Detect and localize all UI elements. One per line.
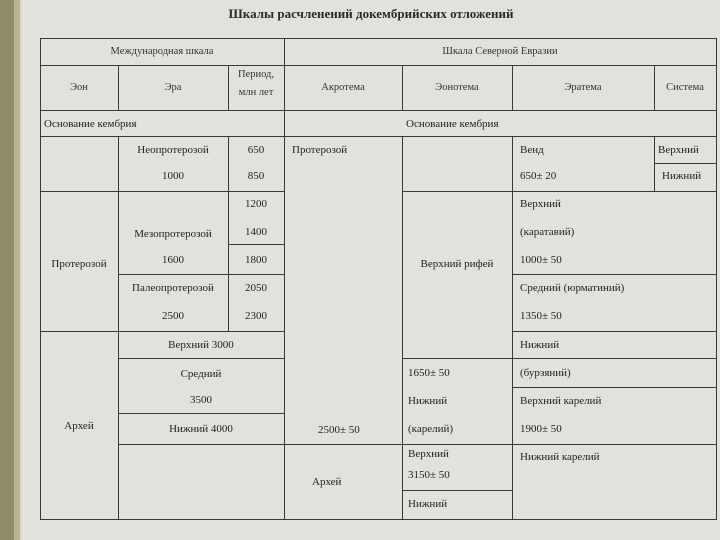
eratema-nizhnii: Нижний [520, 339, 560, 351]
eratema-650: 650± 20 [520, 170, 557, 182]
header-north-scale: Шкала Северной Евразии [442, 46, 558, 57]
intl-h-period-1800 [228, 274, 284, 275]
intl-h-nizhnii [118, 444, 284, 445]
table-border-bottom [40, 519, 717, 520]
eratema-1900: 1900± 50 [520, 423, 562, 435]
eonotema-nizhnii-2: Нижний [408, 498, 448, 510]
table-border-right [716, 38, 717, 520]
header-era: Эра [164, 82, 182, 93]
north-line-eono-era [512, 136, 513, 520]
north-line-era-sys [654, 136, 655, 192]
period-1800: 1800 [245, 254, 267, 266]
base-cambria-divider [40, 136, 716, 137]
eratema-srednii-yurmatinii: Средний (юрматиний) [520, 282, 625, 294]
intl-h-period-1400 [228, 244, 284, 245]
eratema-burzyanii: (бурзяний) [520, 367, 571, 379]
akrotema-arhei: Архей [312, 476, 342, 488]
akrotema-proterozoi: Протерозой [292, 144, 348, 156]
eonotema-verhnii: Верхний [408, 448, 449, 460]
document-sheet [22, 0, 720, 540]
header-intl-scale: Международная шкала [110, 46, 214, 57]
arhei-nizhnii-4000: Нижний 4000 [169, 423, 233, 435]
north-h-yurmatinii-bottom [512, 331, 716, 332]
era-neo-1000: 1000 [162, 170, 184, 182]
eratema-1000: 1000± 50 [520, 254, 562, 266]
period-850: 850 [247, 170, 265, 182]
eratema-verhnii: Верхний [520, 198, 561, 210]
sistema-verhnii: Верхний [658, 144, 699, 156]
eonotema-karelii: (карелий) [408, 423, 454, 435]
slide-side-bar-stripe [14, 0, 20, 540]
header-akrotema: Акротема [321, 82, 365, 93]
arhei-verhnii-3000: Верхний 3000 [168, 339, 234, 351]
arhei-srednii: Средний [180, 368, 222, 380]
north-line-akro-eono [402, 136, 403, 520]
north-h-rifei-bottom [402, 358, 716, 359]
eratema-1350: 1350± 50 [520, 310, 562, 322]
header-eonotema: Эонотема [435, 82, 479, 93]
era-meso-1600: 1600 [162, 254, 184, 266]
north-h-karelii-bottom [284, 444, 716, 445]
period-650: 650 [247, 144, 265, 156]
period-1400: 1400 [245, 226, 267, 238]
eratema-verhnii-karelii: Верхний карелий [520, 395, 602, 407]
akrotema-2500: 2500± 50 [318, 424, 360, 436]
table-border-top [40, 38, 716, 39]
eratema-nizhnii-karelii: Нижний карелий [520, 451, 600, 463]
era-neoproterozoi: Неопротерозой [137, 144, 209, 156]
eonotema-nizhnii: Нижний [408, 395, 448, 407]
sistema-nizhnii: Нижний [662, 170, 702, 182]
header-eon: Эон [70, 82, 88, 93]
header-divider-2 [40, 110, 716, 111]
period-2050: 2050 [245, 282, 267, 294]
eonotema-3150: 3150± 50 [408, 469, 450, 481]
header-eratema: Эратема [564, 82, 602, 93]
intl-h-proterozoi-bottom [40, 331, 284, 332]
intl-h-srednii [118, 413, 284, 414]
page-title: Шкалы расчленений докембрийских отложений [228, 6, 514, 21]
period-2300: 2300 [245, 310, 267, 322]
eratema-vend: Венд [520, 144, 544, 156]
era-mesoproterozoi: Мезопротерозой [134, 228, 212, 240]
header-sistema: Система [666, 82, 704, 93]
eratema-karatavii: (каратавий) [520, 226, 575, 238]
eonotema-verhnii-rifei: Верхний рифей [420, 258, 494, 270]
era-paleo-2500: 2500 [162, 310, 184, 322]
period-1200: 1200 [245, 198, 267, 210]
base-cambria-right: Основание кембрия [406, 118, 499, 130]
eonotema-1650: 1650± 50 [408, 367, 450, 379]
arhei-srednii-3500: 3500 [190, 394, 212, 406]
north-h-burzyanii-bottom [512, 387, 716, 388]
eon-arhei: Архей [64, 420, 94, 432]
header-divider-1 [40, 65, 716, 66]
slide-side-bar [0, 0, 20, 540]
scale-split-line [284, 38, 285, 520]
north-h-verhnii-bottom [402, 490, 512, 491]
intl-line-eon-neo [118, 136, 119, 520]
header-period-line1: Период, [237, 69, 275, 80]
base-cambria-left: Основание кембрия [44, 118, 137, 130]
era-paleoproterozoi: Палеопротерозой [132, 282, 214, 294]
intl-h-meso-bottom [118, 274, 228, 275]
intl-h-neo-bottom [40, 191, 228, 192]
north-h-karatavii-bottom [512, 274, 716, 275]
intl-h-verhnii [118, 358, 284, 359]
header-period-line2: млн лет [238, 87, 274, 98]
eon-proterozoi: Протерозой [51, 258, 107, 270]
